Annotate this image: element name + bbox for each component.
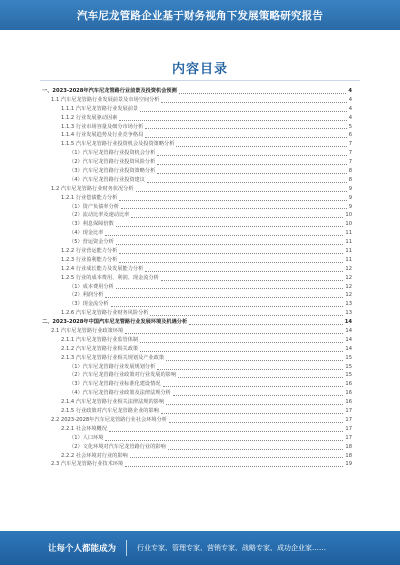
toc-entry[interactable] bbox=[40, 211, 352, 220]
toc-leader-dots bbox=[121, 207, 347, 209]
toc-entry[interactable] bbox=[40, 345, 352, 354]
toc-page-number: 6 bbox=[348, 132, 352, 139]
toc-page-number: 17 bbox=[345, 408, 352, 415]
toc-page-number: 16 bbox=[345, 390, 352, 397]
footer-slogan: 让每个人都能成为 bbox=[48, 544, 117, 554]
toc-leader-dots bbox=[161, 101, 346, 103]
toc-page-number: 17 bbox=[345, 416, 352, 423]
toc-page-number: 15 bbox=[345, 363, 352, 370]
toc-leader-dots bbox=[131, 216, 343, 218]
toc-entry-title: 2.1 汽车尼龙管路行业政策环境 bbox=[51, 328, 124, 335]
toc-entry-title: 1.1.1 汽车尼龙管路行业发展前景 bbox=[61, 105, 139, 112]
toc-entry[interactable] bbox=[40, 389, 352, 398]
toc-leader-dots bbox=[119, 252, 343, 254]
toc-page-number: 4 bbox=[348, 114, 352, 121]
footer-tagline: 行业专家、管理专家、营销专家、战略专家、成功企业家…… bbox=[137, 544, 327, 552]
toc-entry-title: 2.1.5 行业政策对汽车尼龙管路企业的影响 bbox=[61, 408, 159, 415]
toc-entry-title: 1.2.3 行业盈利能力分析 bbox=[61, 256, 118, 263]
toc-entry-title: （2）文化环境对汽车尼龙管路行业的影响 bbox=[69, 443, 166, 450]
toc-page-number: 10 bbox=[345, 212, 352, 219]
toc-entry[interactable] bbox=[40, 380, 352, 389]
toc-leader-dots bbox=[161, 279, 344, 281]
toc-entry[interactable] bbox=[40, 372, 352, 381]
toc-page-number: 14 bbox=[344, 319, 352, 326]
toc-entry[interactable] bbox=[40, 238, 352, 247]
toc-leader-dots bbox=[157, 163, 346, 165]
toc-entry-title: （2）汽车尼龙管路行业政策对行业发展的影响 bbox=[69, 372, 177, 379]
toc-entry-title: （3）利息保障倍数 bbox=[69, 221, 114, 228]
header-banner bbox=[0, 0, 400, 30]
toc-page-number: 9 bbox=[348, 194, 352, 201]
toc-entry-title: （2）利润分析 bbox=[69, 292, 104, 299]
toc-entry[interactable] bbox=[40, 434, 352, 443]
toc-leader-dots bbox=[166, 359, 343, 361]
toc-entry-title: 1.2.4 行业成长能力及发展能力分析 bbox=[61, 265, 144, 272]
toc-page-number: 16 bbox=[345, 399, 352, 406]
toc-entry[interactable] bbox=[40, 363, 352, 372]
toc-page-number: 18 bbox=[345, 443, 352, 450]
toc-entry-title: 1.2.6 汽车尼龙管路行业财务风险分析 bbox=[61, 310, 149, 317]
toc-leader-dots bbox=[116, 287, 344, 289]
toc-page-number: 12 bbox=[345, 283, 352, 290]
toc-entry[interactable] bbox=[40, 354, 352, 363]
toc-page-number: 12 bbox=[345, 265, 352, 272]
toc-page-number: 4 bbox=[348, 87, 352, 94]
toc-leader-dots bbox=[145, 127, 346, 129]
report-title: 汽车尼龙管路企业基于财务视角下发展策略研究报告 bbox=[76, 9, 324, 22]
toc-page-number: 9 bbox=[348, 203, 352, 210]
toc-entry-title: （3）汽车尼龙管路行业投资策略分析 bbox=[69, 168, 156, 174]
toc-entry-title: 1.1.4 行业发展趋势及行业竞争格局 bbox=[61, 132, 144, 139]
toc-page-number: 15 bbox=[345, 354, 352, 361]
toc-entry[interactable] bbox=[40, 265, 352, 274]
toc-page-number: 13 bbox=[345, 301, 352, 308]
toc-entry[interactable] bbox=[40, 114, 352, 123]
toc-entry[interactable] bbox=[40, 416, 352, 425]
toc-entry-title: 1.1.3 行业市场容量及细分市场分析 bbox=[61, 123, 144, 130]
toc-entry[interactable] bbox=[40, 452, 352, 461]
toc-entry[interactable] bbox=[40, 336, 352, 345]
toc-entry[interactable] bbox=[40, 443, 352, 452]
toc-leader-dots bbox=[119, 199, 346, 201]
toc-page-number: 11 bbox=[345, 230, 352, 237]
toc-page-number: 14 bbox=[345, 328, 352, 335]
toc-leader-dots bbox=[178, 376, 343, 378]
toc-leader-dots bbox=[140, 350, 343, 352]
toc-entry-title: 1.2 汽车尼龙管路行业财务状况分析 bbox=[51, 185, 134, 192]
toc-entry[interactable] bbox=[40, 203, 352, 212]
toc-entry[interactable] bbox=[40, 220, 352, 229]
toc-leader-dots bbox=[173, 394, 344, 396]
toc-entry-title: （4）现金比率 bbox=[69, 230, 104, 237]
toc-leader-dots bbox=[111, 305, 344, 307]
toc-entry-title: （3）现金流分析 bbox=[69, 301, 109, 308]
toc-page-number: 11 bbox=[345, 248, 352, 255]
toc-entry-title: 1.1 汽车尼龙管路行业发展前景及市场空间分析 bbox=[51, 96, 160, 103]
toc-entry-title: （1）汽车尼龙管路行业发展规划分析 bbox=[69, 363, 156, 370]
toc-entry-title: （1）人口环境 bbox=[69, 434, 104, 441]
toc-leader-dots bbox=[166, 403, 343, 405]
toc-page-number: 15 bbox=[345, 372, 352, 379]
toc-leader-dots bbox=[145, 270, 343, 272]
toc-entry[interactable] bbox=[40, 229, 352, 238]
toc-page-number: 14 bbox=[345, 336, 352, 343]
toc-leader-dots bbox=[136, 190, 347, 192]
toc-page-number: 11 bbox=[345, 256, 352, 263]
toc-entry[interactable] bbox=[40, 291, 352, 300]
toc-entry[interactable] bbox=[40, 140, 352, 149]
toc-leader-dots bbox=[105, 439, 343, 441]
toc-entry-title: 1.1.5 汽车尼龙管路行业投资机会及投资策略分析 bbox=[61, 141, 175, 148]
toc-entry[interactable] bbox=[40, 256, 352, 265]
toc-entry[interactable] bbox=[40, 247, 352, 256]
toc-entry-title: （3）汽车尼龙管路行业标准化建设情况 bbox=[69, 381, 161, 388]
toc-entry-title: 1.2.5 行业的成本费用、利润、现金流分析 bbox=[61, 274, 159, 281]
toc-entry[interactable] bbox=[40, 460, 352, 469]
toc-page-number: 8 bbox=[348, 176, 352, 183]
toc-page-number: 7 bbox=[348, 150, 352, 157]
toc-leader-dots bbox=[150, 314, 343, 316]
toc-leader-dots bbox=[140, 341, 343, 343]
toc-entry-title: （5）营运资金分析 bbox=[69, 239, 114, 246]
toc-entry[interactable] bbox=[40, 123, 352, 132]
toc-entry-title: （4）汽车尼龙管路行业政策及法律法规分析 bbox=[69, 390, 171, 397]
toc-page-number: 18 bbox=[345, 452, 352, 459]
toc-leader-dots bbox=[105, 234, 343, 236]
toc-entry[interactable] bbox=[40, 105, 352, 114]
toc-page-number: 12 bbox=[345, 292, 352, 299]
toc-entry-title: 2.1.3 汽车尼龙管路行业相关规划及产业政策 bbox=[61, 354, 165, 361]
toc-leader-dots bbox=[119, 119, 346, 121]
toc-entry[interactable] bbox=[40, 274, 352, 283]
toc-entry[interactable] bbox=[40, 300, 352, 309]
toc-heading: 内容目录 bbox=[171, 62, 228, 77]
toc-page-number: 4 bbox=[348, 96, 352, 103]
toc-leader-dots bbox=[161, 412, 344, 414]
toc-leader-dots bbox=[147, 181, 347, 183]
toc-entry-title: 2.3 汽车尼龙管路行业技术环境 bbox=[51, 461, 124, 468]
toc-leader-dots bbox=[130, 456, 344, 458]
toc-leader-dots bbox=[189, 323, 343, 325]
toc-entry-title: （2）流动比率及速动比率 bbox=[69, 212, 130, 219]
toc-leader-dots bbox=[116, 225, 344, 227]
toc-page-number: 14 bbox=[345, 345, 352, 352]
toc-leader-dots bbox=[169, 421, 343, 423]
toc-entry[interactable] bbox=[40, 283, 352, 292]
toc-entry-title: 2.1.2 汽车尼龙管路行业相关政策 bbox=[61, 345, 139, 352]
footer-banner bbox=[0, 531, 400, 565]
toc-entry[interactable] bbox=[40, 149, 352, 158]
toc-leader-dots bbox=[168, 448, 344, 450]
toc-leader-dots bbox=[125, 332, 343, 334]
toc-page-number: 19 bbox=[345, 461, 352, 468]
toc-entry-title: （1）成本费用分析 bbox=[69, 283, 114, 290]
toc-page-number: 17 bbox=[345, 425, 352, 432]
toc-page-number: 16 bbox=[345, 381, 352, 388]
toc-entry-title: 2.2.1 社会环境概况 bbox=[61, 425, 107, 432]
toc-entry-title: 1.1.2 行业发展驱动因素 bbox=[61, 114, 118, 121]
toc-page-number: 10 bbox=[345, 221, 352, 228]
toc-entry[interactable] bbox=[40, 176, 352, 185]
toc-leader-dots bbox=[109, 430, 343, 432]
toc-divider bbox=[40, 80, 360, 81]
toc-entry[interactable] bbox=[40, 309, 352, 318]
toc-entry[interactable] bbox=[40, 131, 352, 140]
toc-page-number: 12 bbox=[345, 274, 352, 281]
toc-page-number: 7 bbox=[348, 159, 352, 166]
toc-page-number: 9 bbox=[348, 185, 352, 192]
toc-page-number: 11 bbox=[345, 239, 352, 246]
toc-leader-dots bbox=[145, 136, 346, 138]
toc-entry-title: 2.2 2023-2028年汽车尼龙管路行业社会环境分析 bbox=[51, 416, 167, 423]
toc-page-number: 8 bbox=[348, 168, 352, 174]
toc-entry[interactable] bbox=[40, 407, 352, 416]
toc-leader-dots bbox=[119, 261, 343, 263]
toc-entry-title: 2.2.2 社会环境对行业的影响 bbox=[61, 452, 128, 459]
toc-page-number: 5 bbox=[348, 123, 352, 130]
toc-leader-dots bbox=[140, 110, 347, 112]
toc-leader-dots bbox=[125, 465, 343, 467]
toc-entry[interactable] bbox=[40, 185, 352, 194]
toc-entry-title: （4）汽车尼龙管路行业投资建议 bbox=[69, 176, 145, 183]
toc-page-number: 4 bbox=[348, 105, 352, 112]
toc-leader-dots bbox=[105, 296, 343, 298]
toc-entry[interactable] bbox=[40, 425, 352, 434]
toc-entry[interactable] bbox=[40, 96, 352, 105]
toc-page-number: 13 bbox=[345, 310, 352, 317]
toc-entry-title: （1）资产负债率分析 bbox=[69, 203, 119, 210]
toc-entry-title: 二、2023-2028年中国汽车尼龙管路行业发展环境及机遇分析 bbox=[42, 319, 188, 326]
toc-entry[interactable] bbox=[40, 398, 352, 407]
toc-leader-dots bbox=[176, 145, 346, 147]
toc-leader-dots bbox=[116, 243, 344, 245]
toc-page-number: 17 bbox=[345, 434, 352, 441]
toc-entry[interactable] bbox=[40, 327, 352, 336]
toc-entry-title: （2）汽车尼龙管路行业投资风险分析 bbox=[69, 159, 156, 166]
toc-entry-title: 2.1.4 汽车尼龙管路行业相关法律法规的影响 bbox=[61, 399, 165, 406]
toc-leader-dots bbox=[157, 368, 343, 370]
toc-leader-dots bbox=[179, 92, 347, 94]
toc-entry-title: 一、2023-2028年汽车尼龙管路行业前景及投资机会预测 bbox=[42, 87, 177, 94]
toc-leader-dots bbox=[157, 154, 346, 156]
toc-entry[interactable] bbox=[40, 318, 352, 327]
toc-page-number: 7 bbox=[348, 141, 352, 148]
toc-entry[interactable] bbox=[40, 158, 352, 167]
toc-leader-dots bbox=[157, 172, 346, 174]
toc-entry-title: （1）汽车尼龙管路行业投资机会分析 bbox=[69, 150, 156, 157]
toc-leader-dots bbox=[163, 385, 344, 387]
toc-entry[interactable] bbox=[40, 167, 352, 176]
toc-entry[interactable] bbox=[40, 87, 352, 96]
footer-divider bbox=[126, 540, 127, 556]
table-of-contents bbox=[40, 87, 352, 469]
toc-entry-title: 2.1.1 汽车尼龙管路行业监管体制 bbox=[61, 336, 139, 343]
toc-entry-title: 1.2.2 行业营运能力分析 bbox=[61, 248, 118, 255]
toc-entry-title: 1.2.1 行业偿债能力分析 bbox=[61, 194, 118, 201]
toc-entry[interactable] bbox=[40, 194, 352, 203]
